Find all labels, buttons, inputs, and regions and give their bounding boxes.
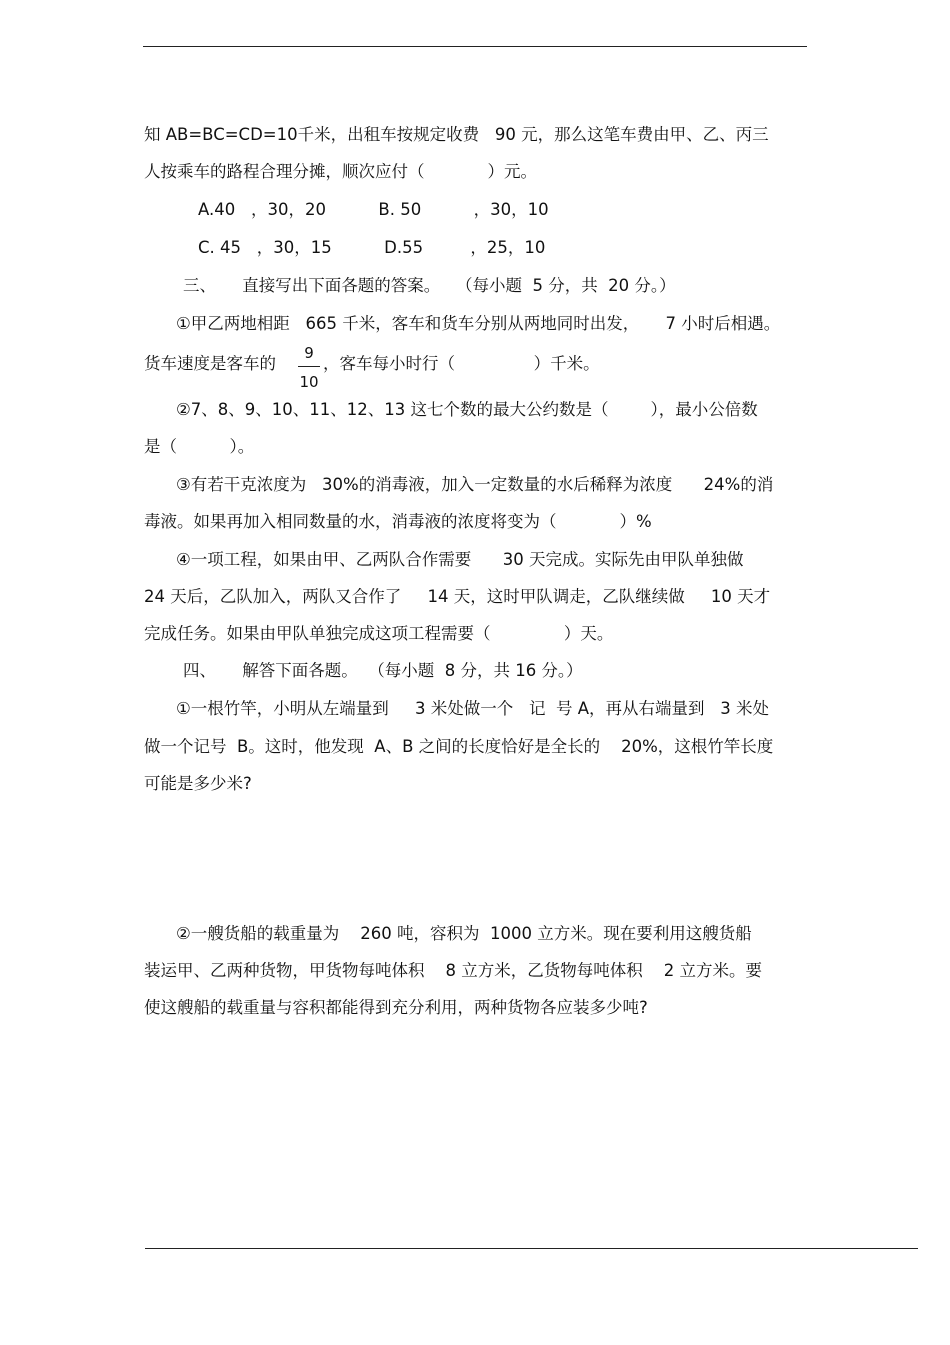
text-line: 知 AB=BC=CD=10千米，出租车按规定收费 90 元，那么这笔车费由甲、乙、丙三 [144,125,769,144]
header-rule [143,46,807,47]
fraction-numerator: 9 [304,344,314,362]
question-1-line: 货车速度是客车的 [144,354,276,373]
problem-1-line: 可能是多少米? [144,774,252,793]
problem-2-line: 使这艘船的载重量与容积都能得到充分利用，两种货物各应装多少吨? [144,998,648,1017]
question-4-line: 24 天后，乙队加入，两队又合作了 14 天，这时甲队调走，乙队继续做 10 天才 [144,587,771,606]
section-heading-4: 四、 解答下面各题。 （每小题 8 分，共 16 分。） [183,661,583,680]
problem-1-line: ①一根竹竿，小明从左端量到 3 米处做一个 记 号 A，再从右端量到 3 米处 [176,699,769,718]
fraction-bar [298,366,320,367]
question-3-line: ③有若干克浓度为 30%的消毒液，加入一定数量的水后稀释为浓度 24%的消 [176,475,774,494]
section-heading-3: 三、 直接写出下面各题的答案。 （每小题 5 分，共 20 分。） [183,276,676,295]
problem-2-line: ②一艘货船的载重量为 260 吨，容积为 1000 立方米。现在要利用这艘货船 [176,924,752,943]
fraction-denominator: 10 [299,373,319,391]
question-3-line: 毒液。如果再加入相同数量的水，消毒液的浓度将变为（ ）% [144,512,652,531]
problem-1-line: 做一个记号 B。这时，他发现 A、B 之间的长度恰好是全长的 20%，这根竹竿长度 [144,737,774,756]
problem-2-line: 装运甲、乙两种货物，甲货物每吨体积 8 立方米，乙货物每吨体积 2 立方米。要 [144,961,762,980]
footer-rule [145,1248,918,1249]
question-4-line: ④一项工程，如果由甲、乙两队合作需要 30 天完成。实际先由甲队单独做 [176,550,744,569]
question-2-line: 是（ ）。 [144,437,255,456]
question-1-line: ，客车每小时行（ ）千米。 [323,354,600,373]
question-4-line: 完成任务。如果由甲队单独完成这项工程需要（ ）天。 [144,624,614,643]
question-2-line: ②7、8、9、10、11、12、13 这七个数的最大公约数是（ ），最小公倍数 [176,400,758,419]
option-line-cd: C. 45 ，30，15 D.55 ，25，10 [198,238,546,257]
question-1-line: ①甲乙两地相距 665 千米，客车和货车分别从两地同时出发， 7 小时后相遇。 [176,314,781,333]
text-line: 人按乘车的路程合理分摊，顺次应付（ ）元。 [144,162,537,181]
option-line-ab: A.40 ，30，20 B. 50 ，30，10 [198,200,549,219]
